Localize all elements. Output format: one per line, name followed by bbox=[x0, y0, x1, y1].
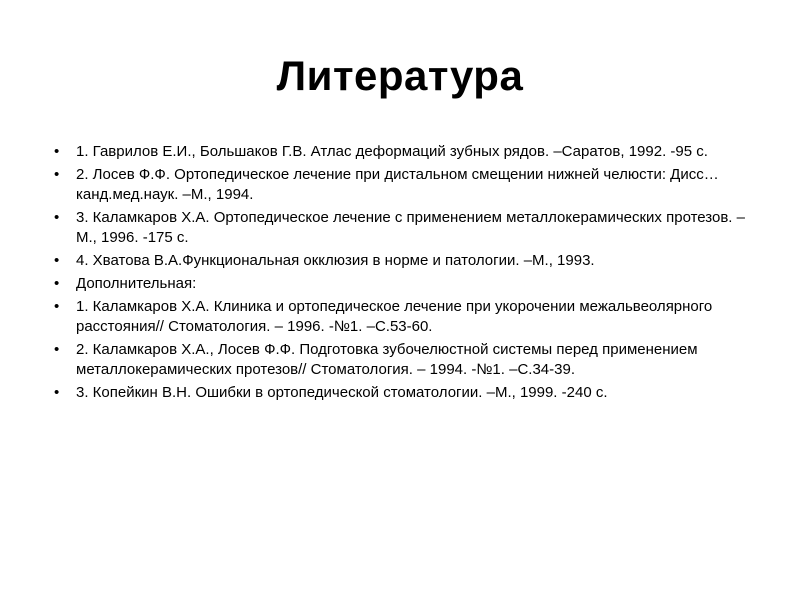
list-item bbox=[54, 274, 754, 294]
bullet-icon: • bbox=[54, 143, 60, 160]
bullet-icon: • bbox=[54, 341, 60, 358]
bullet-icon: • bbox=[54, 384, 60, 401]
reference-text: 2. Лосев Ф.Ф. Ортопедическое лечение при дистальном смещении нижней челюсти: Дисс…канд.мед.наук. –М., 1994. bbox=[76, 166, 719, 203]
list-item bbox=[54, 165, 754, 205]
bullet-icon: • bbox=[54, 252, 60, 269]
list-item bbox=[54, 208, 754, 248]
reference-text: 3. Каламкаров Х.А. Ортопедическое лечение с применением металлокерамических протезов. –М., 1996. -175 с. bbox=[76, 209, 745, 246]
reference-text: 1. Каламкаров Х.А. Клиника и ортопедическое лечение при укорочении межальвеолярного расстояния// Стоматология. – 1996. -№1. –С.53-60. bbox=[76, 298, 713, 335]
reference-list bbox=[54, 142, 754, 406]
bullet-icon: • bbox=[54, 166, 60, 183]
list-item bbox=[54, 142, 754, 162]
list-item bbox=[54, 340, 754, 380]
list-item bbox=[54, 297, 754, 337]
reference-text: 2. Каламкаров Х.А., Лосев Ф.Ф. Подготовка зубочелюстной системы перед применением металлокерамических протезов// Стоматология. – 1994. -№1. –С.34-39. bbox=[76, 341, 698, 378]
section-heading-additional: Дополнительная: bbox=[76, 275, 197, 292]
reference-text: 4. Хватова В.А.Функциональная окклюзия в норме и патологии. –М., 1993. bbox=[76, 252, 595, 269]
slide-title: Литература bbox=[276, 52, 524, 99]
bullet-icon: • bbox=[54, 209, 60, 226]
reference-text: 3. Копейкин В.Н. Ошибки в ортопедической стоматологии. –М., 1999. -240 с. bbox=[76, 384, 608, 401]
bullet-icon: • bbox=[54, 298, 60, 315]
list-item bbox=[54, 383, 754, 403]
list-item bbox=[54, 251, 754, 271]
reference-text: 1. Гаврилов Е.И., Большаков Г.В. Атлас деформаций зубных рядов. –Саратов, 1992. -95 с. bbox=[76, 143, 708, 160]
bullet-icon: • bbox=[54, 275, 60, 292]
